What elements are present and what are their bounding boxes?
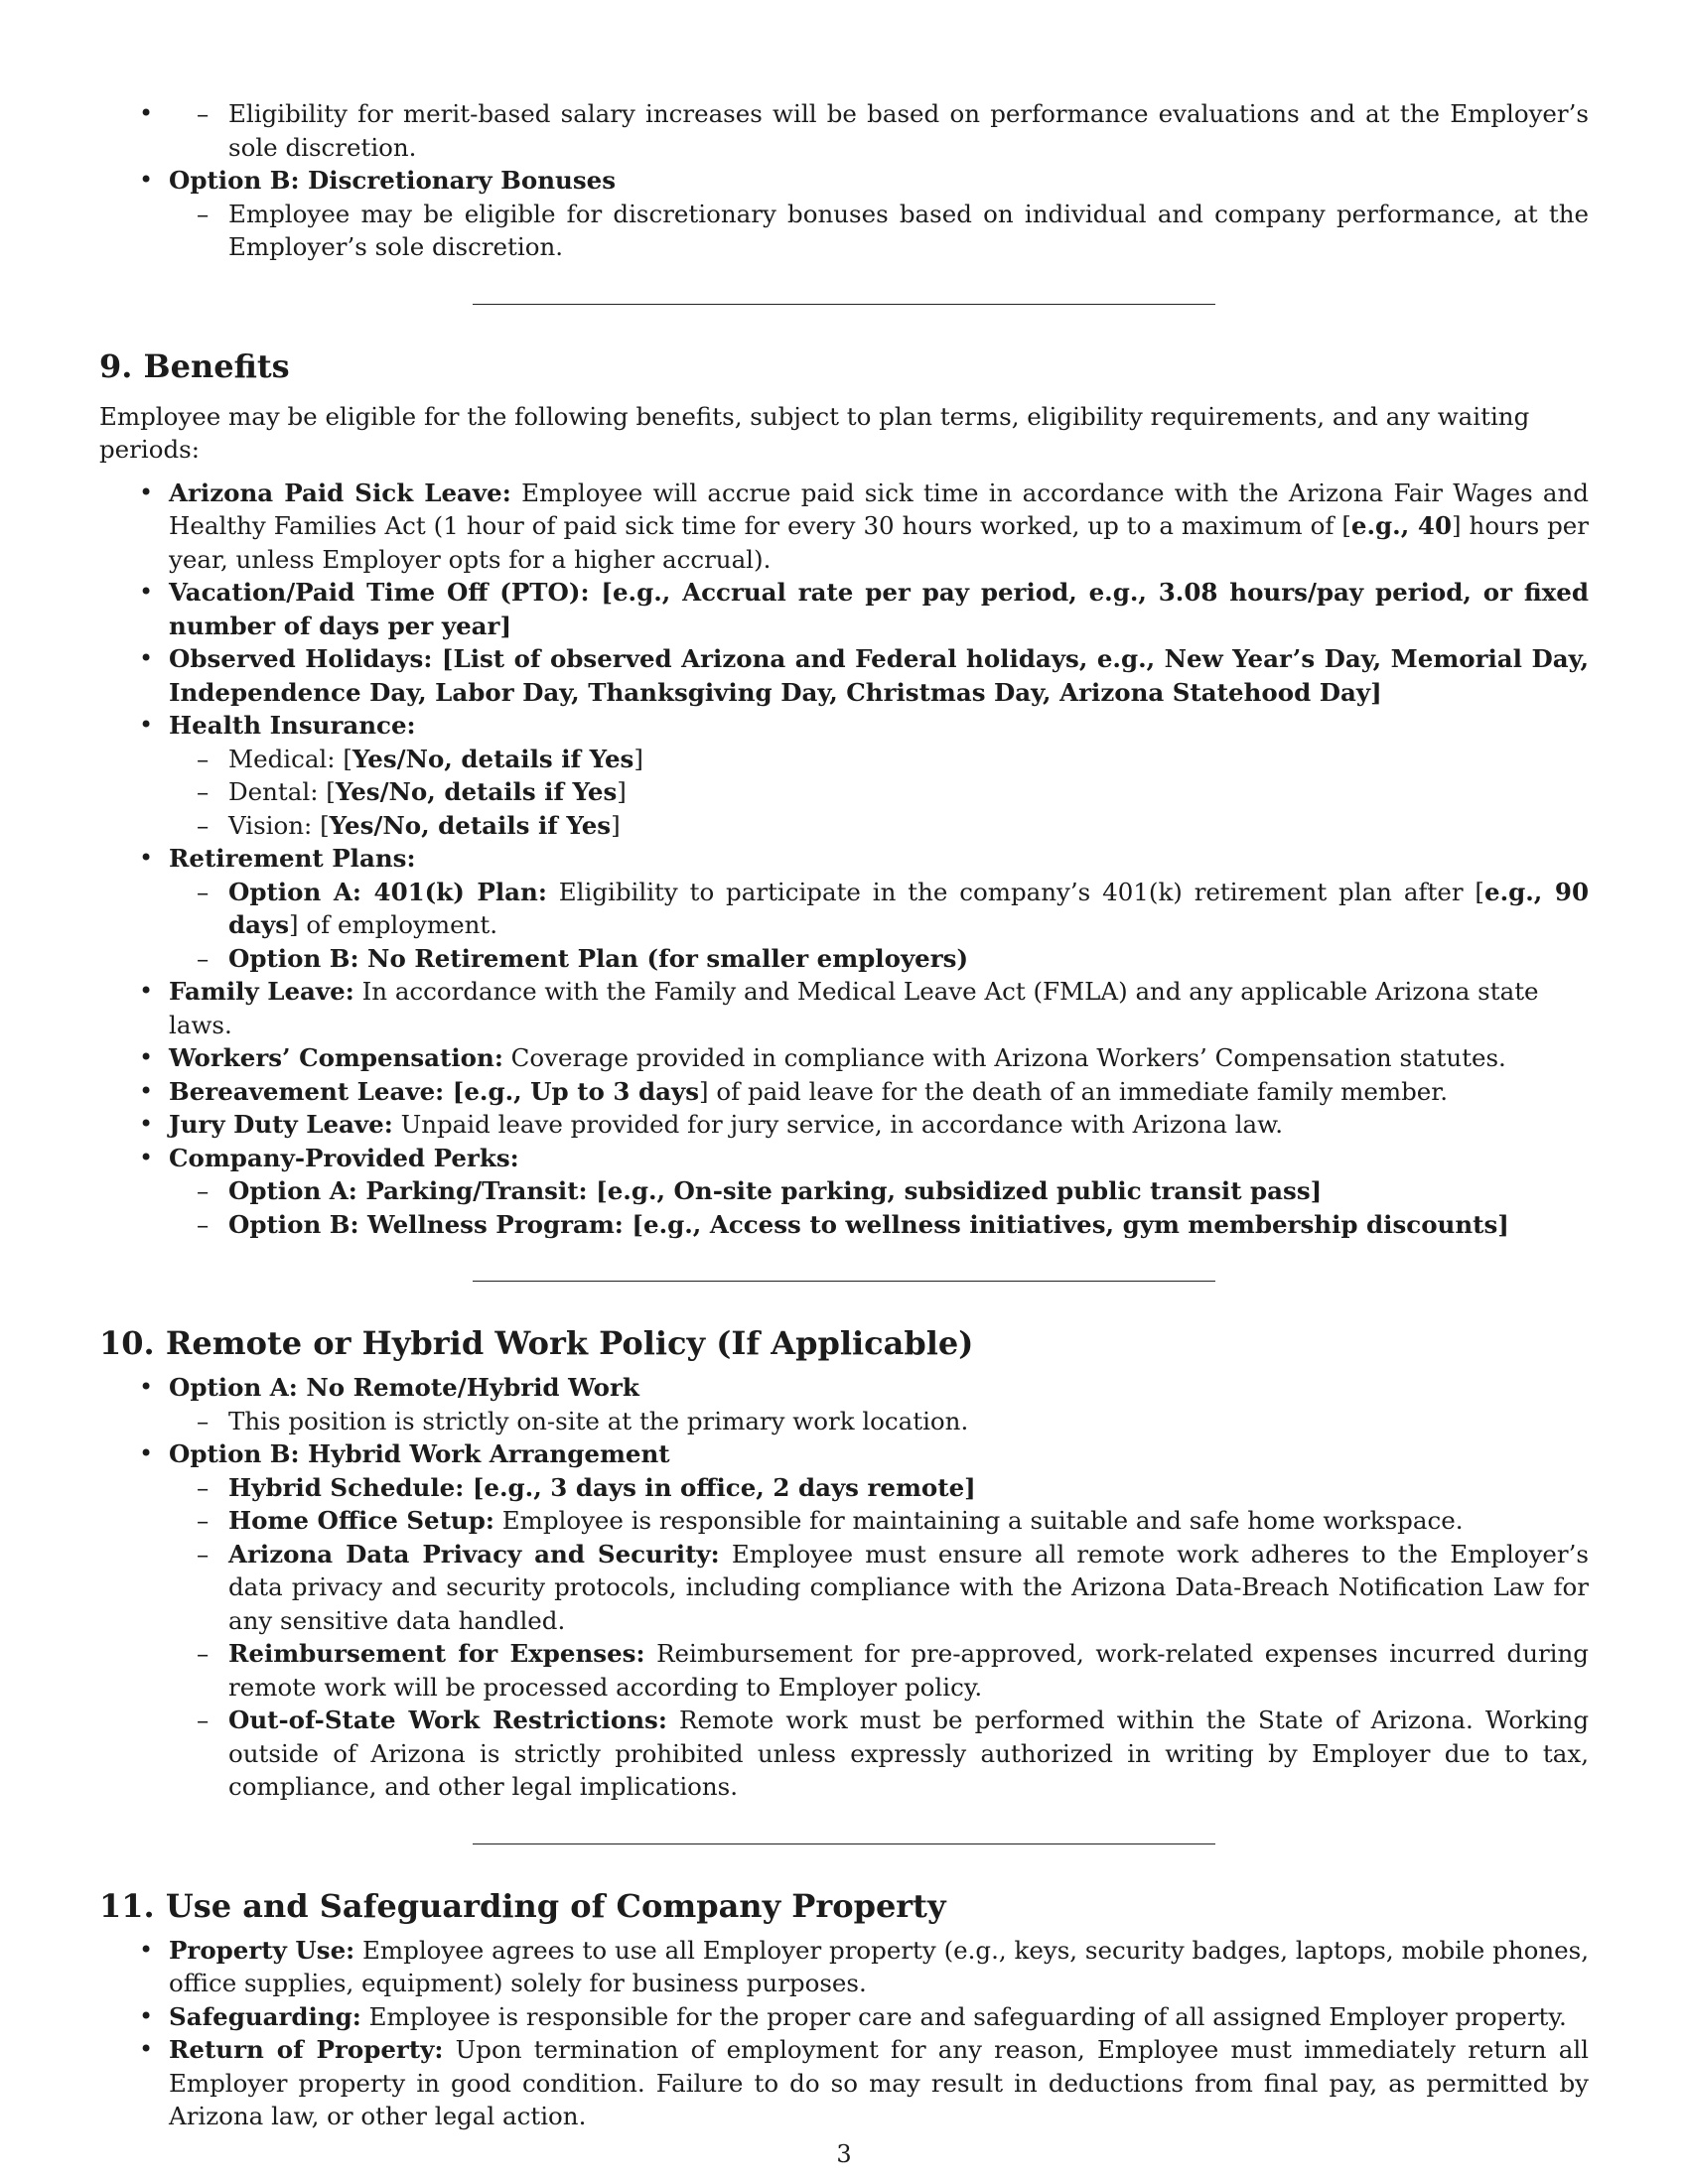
list-item (169, 1371, 1589, 1437)
option-b-sublist (169, 1471, 1589, 1804)
placeholder-text: [e.g., Access to wellness initiatives, gym membership discounts] (623, 1209, 1509, 1239)
item-text: Employee must ensure all remote work adheres to the Employer’s data privacy and security protocols, including compliance with the Arizona Data-Breach Notification Law for any sensitive data handled. (228, 1539, 1589, 1635)
list-item: – Dental: [Yes/No, details if Yes] (228, 775, 1589, 809)
section-intro: Employee may be eligible for the following benefits, subject to plan terms, eligibility requirements, and any waiting periods: (99, 401, 1530, 464)
list-item (169, 842, 1589, 975)
list-item (169, 975, 1589, 1041)
placeholder-text: [e.g., Up to 3 days (444, 1076, 700, 1106)
item-label: Arizona Paid Sick Leave: (169, 478, 511, 507)
list-item (228, 876, 1589, 942)
list-item (228, 1471, 1589, 1505)
item-label: Option B: Hybrid Work Arrangement (169, 1439, 670, 1468)
item-label: Option A: Parking/Transit: (228, 1176, 588, 1205)
list-item (169, 576, 1589, 642)
list-item (228, 942, 1589, 976)
item-text: ] of paid leave for the death of an immediate family member. (699, 1076, 1449, 1106)
list-item (169, 1075, 1589, 1109)
item-text: Reimbursement for pre-approved, work-related expenses incurred during remote work will be processed according to Employer policy. (228, 1639, 1589, 1702)
list-item (169, 1934, 1589, 2000)
section-heading: 9. Benefits (99, 346, 290, 385)
list-item (169, 2000, 1589, 2034)
placeholder-text: [e.g., On-site parking, subsidized public transit pass] (587, 1176, 1323, 1205)
item-text: Medical: (228, 744, 344, 773)
item-label: Family Leave: (169, 977, 354, 1006)
item-text: This position is strictly on-site at the primary work location. (228, 1406, 969, 1435)
item-text: ] of employment. (289, 910, 497, 939)
list-item (169, 709, 1589, 842)
merit-text: Eligibility for merit-based salary increases will be based on performance evaluations and at the Employer’s sole discretion. (228, 99, 1589, 162)
item-text: Upon termination of employment for any reason, Employee must immediately return all Employer property in good condition. Failure to do so may result in deductions from final pay, as permitted by Arizona law, or other legal action. (169, 2035, 1590, 2130)
item-label: Option A: 401(k) Plan: (228, 877, 547, 906)
item-label: Retirement Plans: (169, 844, 416, 873)
item-label: Vacation/Paid Time Off (PTO): (169, 578, 590, 607)
item-label: Property Use: (169, 1935, 355, 1965)
list-item (169, 477, 1589, 577)
item-label: Out-of-State Work Restrictions: (228, 1706, 667, 1734)
item-label: Hybrid Schedule: (228, 1472, 465, 1502)
item-label: Observed Holidays: (169, 644, 433, 673)
list-item (228, 1637, 1589, 1704)
section-divider (473, 1281, 1215, 1282)
placeholder-text: e.g., 90 days (228, 877, 1589, 939)
item-label: Reimbursement for Expenses: (228, 1639, 645, 1668)
item-label: Bereavement Leave: (169, 1076, 445, 1106)
placeholder-text: Yes/No, details if Yes (335, 777, 618, 806)
benefits-list (99, 477, 1589, 1242)
placeholder-text: [e.g., 3 days in office, 2 days remote] (464, 1472, 976, 1502)
list-item (228, 97, 1589, 164)
bonus-text: Employee may be eligible for discretionary bonuses based on individual and company performance, at the Employer’s sole discretion. (228, 199, 1589, 261)
section-divider (473, 1843, 1215, 1844)
item-label: Option B: No Retirement Plan (for smaller employers) (228, 943, 969, 973)
list-item (228, 198, 1589, 264)
remote-policy-list (99, 1371, 1589, 1804)
item-label: Company-Provided Perks: (169, 1143, 519, 1172)
bonus-sublist (169, 198, 1589, 264)
item-label: Workers’ Compensation: (169, 1043, 503, 1072)
item-text: Coverage provided in compliance with Arizona Workers’ Compensation statutes. (502, 1043, 1506, 1072)
list-item (169, 1142, 1589, 1242)
placeholder-text: [e.g., Accrual rate per pay period, e.g., 3.08 hours/pay period, or fixed number of days per year] (169, 578, 1590, 640)
item-label: Safeguarding: (169, 2001, 361, 2031)
item-text: Employee is responsible for the proper care and safeguarding of all assigned Employer property. (360, 2001, 1567, 2031)
item-label: Health Insurance: (169, 711, 416, 740)
item-text: Vision: (228, 810, 321, 840)
list-item (169, 642, 1589, 709)
item-label: Option A: No Remote/Hybrid Work (169, 1373, 639, 1402)
section-heading: 11. Use and Safeguarding of Company Property (99, 1886, 946, 1925)
health-sublist (169, 743, 1589, 843)
list-item (228, 1704, 1589, 1804)
item-label: Return of Property: (169, 2035, 444, 2064)
option-a-sublist (169, 1405, 1589, 1438)
placeholder-text: Yes/No, details if Yes (329, 810, 612, 840)
list-item (228, 1504, 1589, 1538)
list-item (228, 1405, 1589, 1438)
section-divider (473, 304, 1215, 305)
section-heading: 10. Remote or Hybrid Work Policy (If Applicable) (99, 1324, 974, 1362)
item-text: Remote work must be performed within the State of Arizona. Working outside of Arizona is strictly prohibited unless expressly authorized in writing by Employer due to tax, compliance, and other legal implications. (228, 1706, 1589, 1801)
property-list (99, 1934, 1589, 2133)
list-item (169, 2033, 1589, 2133)
list-item (169, 1437, 1589, 1804)
document-page (99, 97, 1589, 2133)
item-text: In accordance with the Family and Medical Leave Act (FMLA) and any applicable Arizona state laws. (169, 977, 1539, 1039)
item-text: Eligibility to participate in the company’s 401(k) retirement plan after [ (546, 877, 1484, 906)
item-label: Arizona Data Privacy and Security: (228, 1539, 720, 1569)
list-item (169, 1041, 1589, 1075)
option-label: Option B: Discretionary Bonuses (169, 166, 616, 195)
placeholder-text: e.g., 40 (1350, 511, 1453, 540)
list-item (169, 1108, 1589, 1142)
merit-sublist (99, 97, 1589, 164)
item-text: ] hours per year, unless Employer opts for a higher accrual). (169, 511, 1589, 574)
list-item (169, 164, 1589, 264)
item-text: Dental: (228, 777, 327, 806)
placeholder-text: [List of observed Arizona and Federal holidays, e.g., New Year’s Day, Memorial Day, Independence Day, Labor Day, Thanksgiving Day, Christmas Day, Arizona Statehood Day] (169, 644, 1590, 707)
bonus-option-list (99, 164, 1589, 264)
page-number: 3 (836, 2140, 852, 2168)
list-item (228, 1208, 1589, 1242)
list-item: – Vision: [Yes/No, details if Yes] (228, 809, 1589, 843)
item-label: Jury Duty Leave: (169, 1110, 393, 1139)
item-text: Employee will accrue paid sick time in accordance with the Arizona Fair Wages and Healthy Families Act (1 hour of paid sick time for every 30 hours worked, up to a maximum of [ (169, 478, 1589, 540)
placeholder-text: Yes/No, details if Yes (352, 744, 634, 773)
list-item (228, 1538, 1589, 1638)
perks-sublist (169, 1174, 1589, 1241)
retirement-sublist (169, 876, 1589, 976)
item-text: Employee is responsible for maintaining a suitable and safe home workspace. (493, 1506, 1464, 1535)
item-text: Unpaid leave provided for jury service, in accordance with Arizona law. (392, 1110, 1284, 1139)
list-item: – Medical: [Yes/No, details if Yes] (228, 743, 1589, 776)
item-label: Option B: Wellness Program: (228, 1209, 624, 1239)
item-text: Employee agrees to use all Employer property (e.g., keys, security badges, laptops, mobile phones, office supplies, equipment) solely for business purposes. (169, 1935, 1589, 1997)
list-item (228, 1174, 1589, 1208)
item-label: Home Office Setup: (228, 1506, 494, 1535)
